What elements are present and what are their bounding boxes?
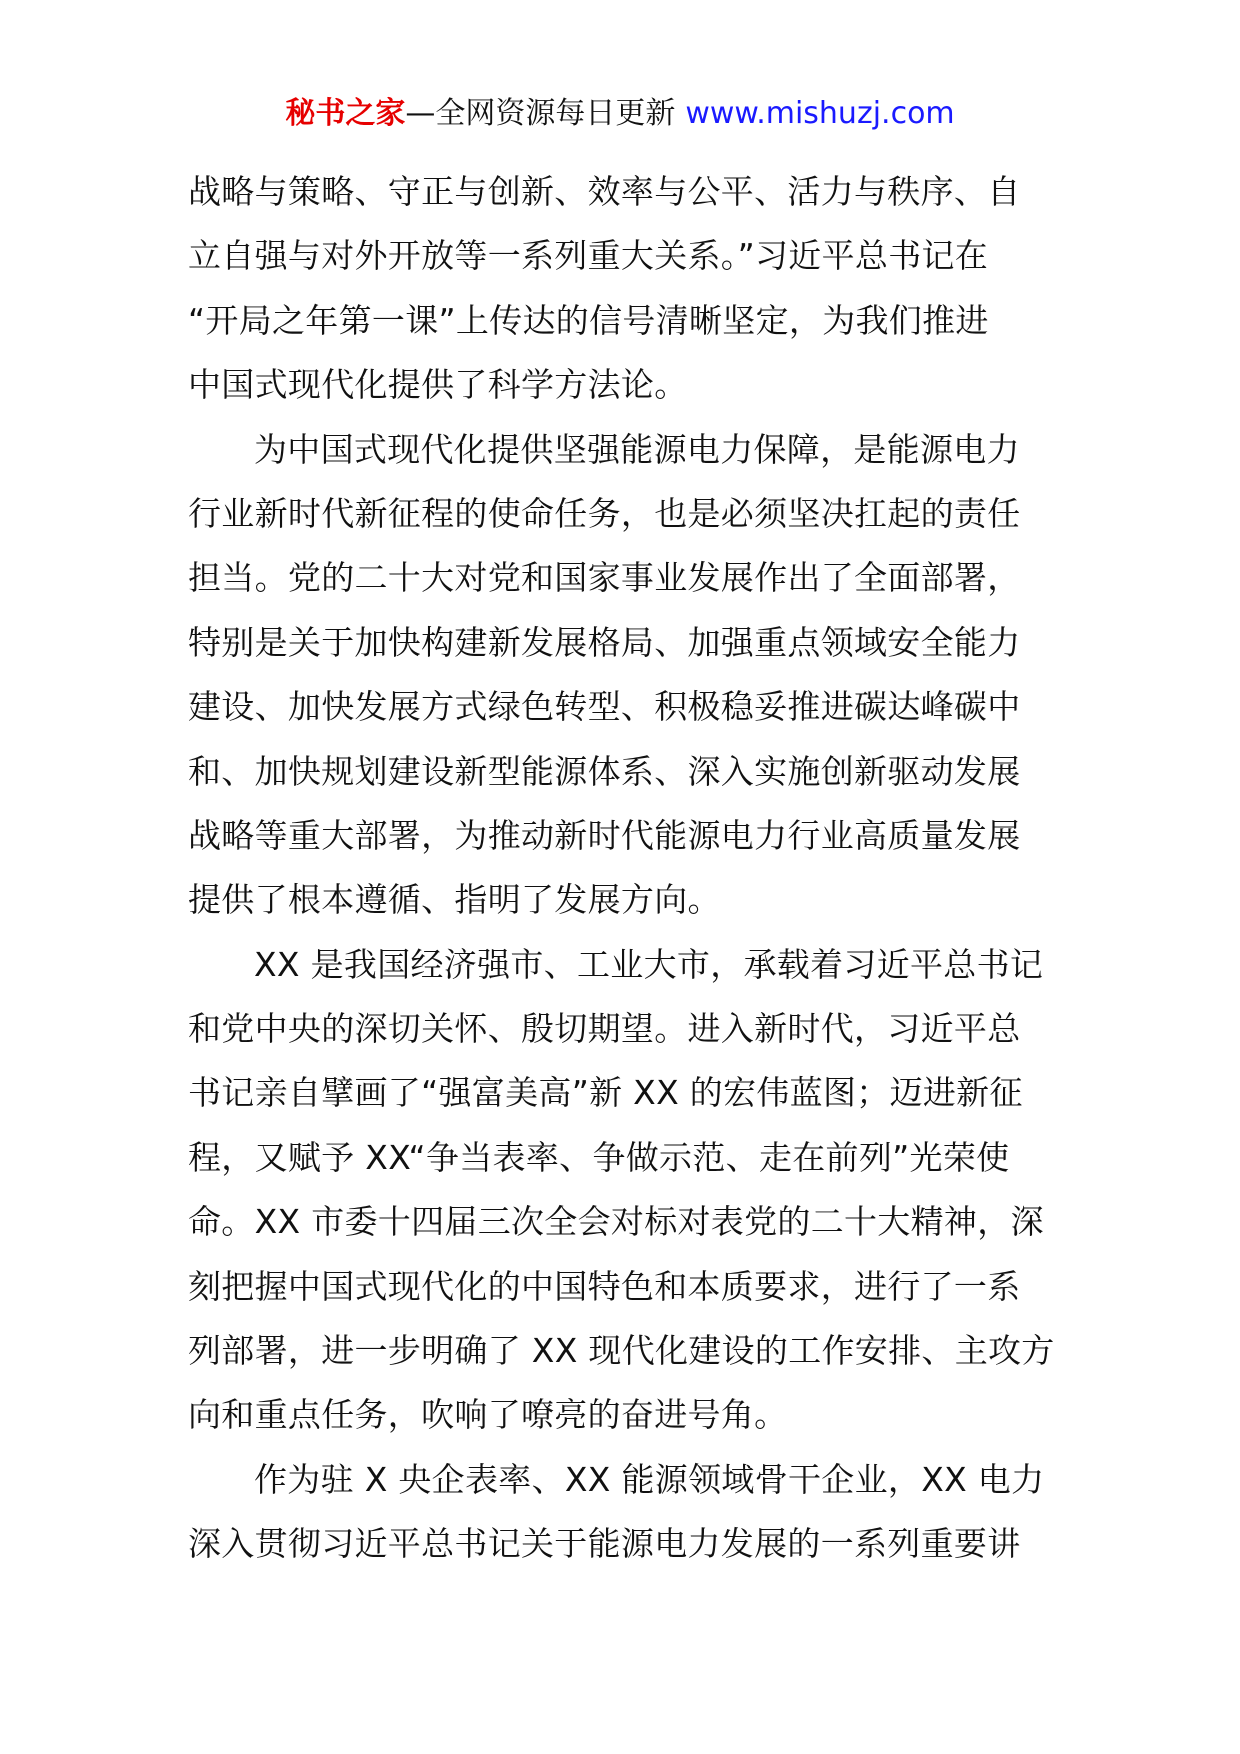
text-line: 命。XX 市委十四届三次全会对标对表党的二十大精神，深 (188, 1202, 1044, 1242)
document-body (188, 160, 1068, 1577)
text-line: 提供了根本遵循、指明了发展方向。 (188, 880, 721, 920)
text-line: 战略等重大部署，为推动新时代能源电力行业高质量发展 (188, 815, 1021, 855)
text-line: 中国式现代化提供了科学方法论。 (188, 365, 688, 405)
text-line: 战略与策略、守正与创新、效率与公平、活力与秩序、自 (188, 172, 1021, 211)
text-line: 和党中央的深切关怀、殷切期望。进入新时代，习近平总 (188, 1009, 1021, 1049)
text-line: 列部署，进一步明确了 XX 现代化建设的工作安排、主攻方 (188, 1331, 1055, 1371)
text-line: 行业新时代新征程的使命任务，也是必须坚决扛起的责任 (188, 493, 1021, 533)
paragraph-first-line: 作为驻 X 央企表率、XX 能源领域骨干企业，XX 电力 (254, 1459, 1045, 1499)
text-line: 特别是关于加快构建新发展格局、加强重点领域安全能力 (188, 622, 1021, 662)
text-line: 建设、加快发展方式绿色转型、积极稳妥推进碳达峰碳中 (188, 687, 1021, 727)
paragraph-first-line: XX 是我国经济强市、工业大市，承载着习近平总书记 (254, 944, 1044, 984)
text-line: 担当。党的二十大对党和国家事业发展作出了全面部署， (188, 558, 1021, 598)
text-line: 立自强与对外开放等一系列重大关系。”习近平总书记在 (188, 236, 989, 276)
text-line: 书记亲自擘画了“强富美高”新 XX 的宏伟蓝图；迈进新征 (188, 1073, 1023, 1113)
header-tagline: —全网资源每日更新 (405, 96, 676, 131)
site-url-link[interactable]: www.mishuzj.com (685, 96, 955, 131)
text-line: 和、加快规划建设新型能源体系、深入实施创新驱动发展 (188, 751, 1021, 791)
text-line: 向和重点任务，吹响了嘹亮的奋进号角。 (188, 1395, 788, 1435)
brand-name: 秘书之家 (285, 96, 406, 131)
text-line: 深入贯彻习近平总书记关于能源电力发展的一系列重要讲 (188, 1524, 1021, 1564)
text-line: 程，又赋予 XX“争当表率、争做示范、走在前列”光荣使 (188, 1137, 1010, 1177)
paragraph-first-line: 为中国式现代化提供坚强能源电力保障，是能源电力 (254, 429, 1020, 469)
text-line: 刻把握中国式现代化的中国特色和本质要求，进行了一系 (188, 1266, 1021, 1306)
text-line: “开局之年第一课”上传达的信号清晰坚定，为我们推进 (188, 300, 989, 340)
site-header (0, 92, 1240, 136)
